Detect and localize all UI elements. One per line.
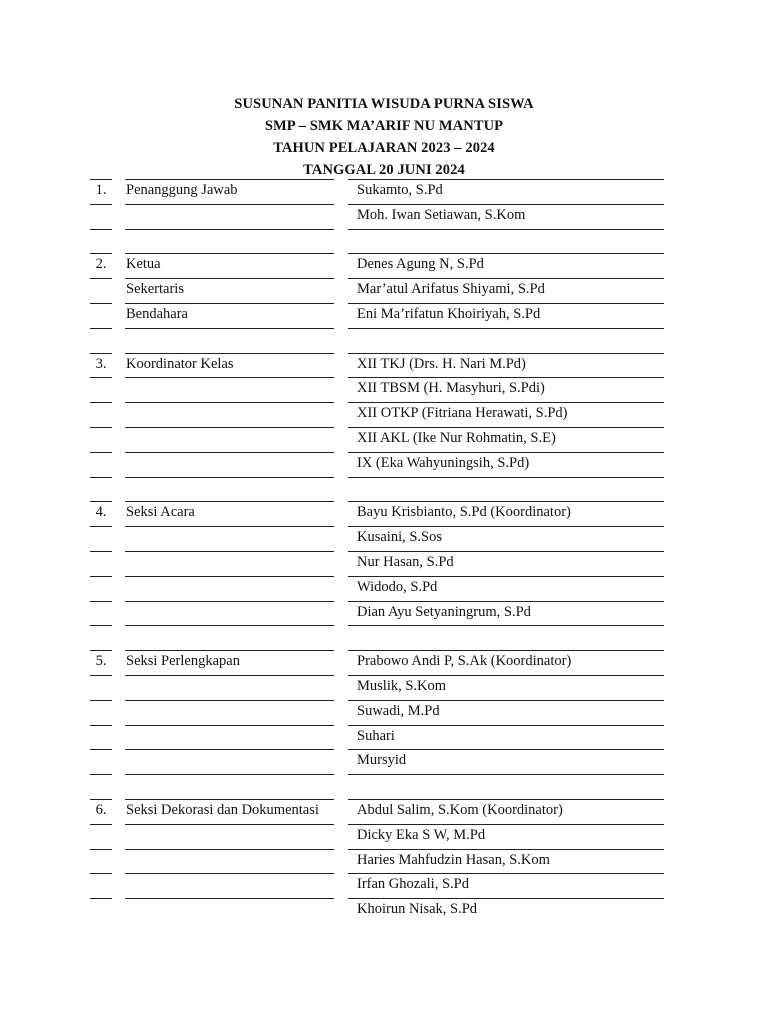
committee-role: Penanggung Jawab bbox=[125, 179, 334, 204]
row-number bbox=[90, 427, 112, 452]
table-row bbox=[90, 849, 664, 874]
committee-role: Seksi Dekorasi dan Dokumentasi bbox=[125, 799, 334, 824]
committee-role bbox=[125, 427, 334, 452]
committee-role: Bendahara bbox=[125, 303, 334, 328]
committee-role: Koordinator Kelas bbox=[125, 353, 334, 378]
committee-role bbox=[125, 873, 334, 898]
member-name: Moh. Iwan Setiawan, S.Kom bbox=[348, 204, 664, 229]
row-number: 1. bbox=[90, 179, 112, 204]
row-number bbox=[90, 849, 112, 874]
committee-role bbox=[125, 774, 334, 799]
row-number bbox=[90, 278, 112, 303]
row-number bbox=[90, 576, 112, 601]
member-name: XII AKL (Ike Nur Rohmatin, S.E) bbox=[348, 427, 664, 452]
table-row bbox=[90, 749, 664, 774]
row-number bbox=[90, 873, 112, 898]
committee-role bbox=[125, 551, 334, 576]
row-number bbox=[90, 229, 112, 254]
committee-role bbox=[125, 675, 334, 700]
table-row bbox=[90, 675, 664, 700]
member-name: Denes Agung N, S.Pd bbox=[348, 253, 664, 278]
committee-role bbox=[125, 824, 334, 849]
committee-role bbox=[125, 477, 334, 502]
table-row bbox=[90, 253, 664, 278]
table-row bbox=[90, 873, 664, 898]
committee-role bbox=[125, 849, 334, 874]
member-name: Mar’atul Arifatus Shiyami, S.Pd bbox=[348, 278, 664, 303]
table-row bbox=[90, 601, 664, 626]
member-name: Abdul Salim, S.Kom (Koordinator) bbox=[348, 799, 664, 824]
row-number bbox=[90, 526, 112, 551]
row-number bbox=[90, 328, 112, 353]
committee-role: Seksi Acara bbox=[125, 501, 334, 526]
member-name bbox=[348, 774, 664, 799]
row-number: 5. bbox=[90, 650, 112, 675]
committee-role bbox=[125, 402, 334, 427]
row-number bbox=[90, 303, 112, 328]
row-number bbox=[90, 402, 112, 427]
committee-role bbox=[125, 601, 334, 626]
member-name: Sukamto, S.Pd bbox=[348, 179, 664, 204]
member-name: Khoirun Nisak, S.Pd bbox=[348, 898, 664, 923]
member-name bbox=[348, 477, 664, 502]
member-name bbox=[348, 328, 664, 353]
table-row bbox=[90, 303, 664, 328]
member-name: Kusaini, S.Sos bbox=[348, 526, 664, 551]
row-number bbox=[90, 700, 112, 725]
member-name: XII TBSM (H. Masyhuri, S.Pdi) bbox=[348, 377, 664, 402]
committee-role bbox=[125, 576, 334, 601]
committee-role bbox=[125, 204, 334, 229]
committee-role bbox=[125, 749, 334, 774]
row-number bbox=[90, 452, 112, 477]
committee-role bbox=[125, 328, 334, 353]
table-row bbox=[90, 725, 664, 750]
row-number bbox=[90, 551, 112, 576]
committee-role bbox=[125, 526, 334, 551]
table-row bbox=[90, 700, 664, 725]
row-number bbox=[90, 824, 112, 849]
row-number bbox=[90, 675, 112, 700]
school-name: SMP – SMK MA’ARIF NU MANTUP bbox=[264, 118, 504, 134]
table-row bbox=[90, 278, 664, 303]
table-row bbox=[90, 377, 664, 402]
row-number: 3. bbox=[90, 353, 112, 378]
row-number bbox=[90, 377, 112, 402]
table-row bbox=[90, 824, 664, 849]
member-name: Irfan Ghozali, S.Pd bbox=[348, 873, 664, 898]
member-name: Dicky Eka S W, M.Pd bbox=[348, 824, 664, 849]
document-header bbox=[0, 93, 768, 181]
committee-role bbox=[125, 452, 334, 477]
member-name: Mursyid bbox=[348, 749, 664, 774]
member-name: Eni Ma’rifatun Khoiriyah, S.Pd bbox=[348, 303, 664, 328]
table-row bbox=[90, 328, 664, 353]
document-title: SUSUNAN PANITIA WISUDA PURNA SISWA bbox=[234, 96, 534, 112]
member-name: XII TKJ (Drs. H. Nari M.Pd) bbox=[348, 353, 664, 378]
member-name: Suwadi, M.Pd bbox=[348, 700, 664, 725]
table-row bbox=[90, 551, 664, 576]
table-row bbox=[90, 650, 664, 675]
table-row bbox=[90, 576, 664, 601]
committee-role bbox=[125, 725, 334, 750]
table-row bbox=[90, 625, 664, 650]
member-name: Nur Hasan, S.Pd bbox=[348, 551, 664, 576]
committee-role bbox=[125, 625, 334, 650]
row-number bbox=[90, 898, 112, 923]
table-row bbox=[90, 427, 664, 452]
member-name: IX (Eka Wahyuningsih, S.Pd) bbox=[348, 452, 664, 477]
row-number bbox=[90, 774, 112, 799]
table-row bbox=[90, 402, 664, 427]
row-number bbox=[90, 204, 112, 229]
row-number bbox=[90, 725, 112, 750]
committee-role: Seksi Perlengkapan bbox=[125, 650, 334, 675]
table-row bbox=[90, 526, 664, 551]
table-row bbox=[90, 898, 664, 923]
row-number bbox=[90, 601, 112, 626]
row-number: 2. bbox=[90, 253, 112, 278]
table-row bbox=[90, 204, 664, 229]
member-name bbox=[348, 229, 664, 254]
table-row bbox=[90, 229, 664, 254]
table-row bbox=[90, 799, 664, 824]
table-row bbox=[90, 501, 664, 526]
member-name: Prabowo Andi P, S.Ak (Koordinator) bbox=[348, 650, 664, 675]
committee-role bbox=[125, 700, 334, 725]
member-name: Dian Ayu Setyaningrum, S.Pd bbox=[348, 601, 664, 626]
member-name: Bayu Krisbianto, S.Pd (Koordinator) bbox=[348, 501, 664, 526]
table-row bbox=[90, 452, 664, 477]
member-name: Haries Mahfudzin Hasan, S.Kom bbox=[348, 849, 664, 874]
row-number: 6. bbox=[90, 799, 112, 824]
row-number: 4. bbox=[90, 501, 112, 526]
table-row bbox=[90, 774, 664, 799]
row-number bbox=[90, 749, 112, 774]
committee-role bbox=[125, 229, 334, 254]
table-row bbox=[90, 353, 664, 378]
event-date: TANGGAL 20 JUNI 2024 bbox=[303, 162, 465, 178]
committee-role: Ketua bbox=[125, 253, 334, 278]
row-number bbox=[90, 477, 112, 502]
committee-role bbox=[125, 377, 334, 402]
committee-role bbox=[125, 898, 334, 923]
academic-year: TAHUN PELAJARAN 2023 – 2024 bbox=[273, 140, 495, 156]
member-name: Muslik, S.Kom bbox=[348, 675, 664, 700]
member-name: Widodo, S.Pd bbox=[348, 576, 664, 601]
member-name: Suhari bbox=[348, 725, 664, 750]
table-row bbox=[90, 477, 664, 502]
table-row bbox=[90, 179, 664, 204]
committee-role: Sekertaris bbox=[125, 278, 334, 303]
member-name: XII OTKP (Fitriana Herawati, S.Pd) bbox=[348, 402, 664, 427]
member-name bbox=[348, 625, 664, 650]
row-number bbox=[90, 625, 112, 650]
committee-table bbox=[90, 179, 664, 923]
